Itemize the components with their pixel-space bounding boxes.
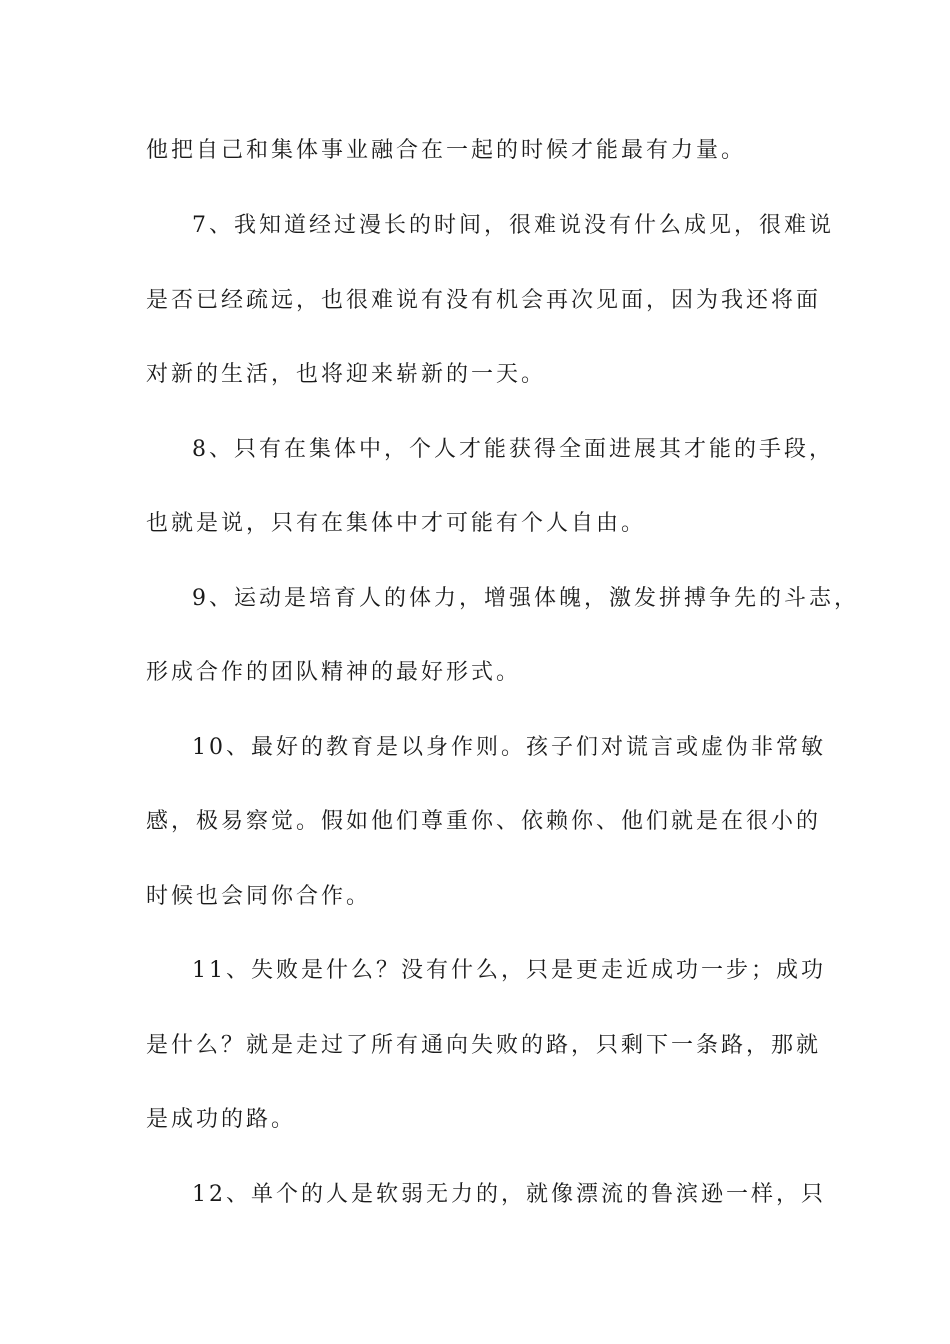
text-line: 11、失败是什么？没有什么，只是更走近成功一步；成功 — [192, 958, 826, 983]
text-line: 时候也会同你合作。 — [146, 884, 372, 909]
text-line: 形成合作的团队精神的最好形式。 — [146, 660, 522, 685]
text-line: 他把自己和集体事业融合在一起的时候才能最有力量。 — [146, 138, 747, 163]
text-line: 12、单个的人是软弱无力的，就像漂流的鲁滨逊一样，只 — [192, 1182, 826, 1207]
text-line: 是成功的路。 — [146, 1107, 297, 1132]
text-line: 是否已经疏远，也很难说有没有机会再次见面，因为我还将面 — [146, 288, 822, 313]
text-line: 对新的生活，也将迎来崭新的一天。 — [146, 362, 547, 387]
text-line: 9、运动是培育人的体力，增强体魄，激发拼搏争先的斗志， — [192, 586, 859, 611]
text-line: 7、我知道经过漫长的时间，很难说没有什么成见，很难说 — [192, 213, 834, 238]
text-line: 10、最好的教育是以身作则。孩子们对谎言或虚伪非常敏 — [192, 735, 826, 760]
text-line: 也就是说，只有在集体中才可能有个人自由。 — [146, 511, 647, 536]
text-line: 是什么？就是走过了所有通向失败的路，只剩下一条路，那就 — [146, 1033, 822, 1058]
text-line: 8、只有在集体中，个人才能获得全面进展其才能的手段， — [192, 437, 834, 462]
text-line: 感，极易察觉。假如他们尊重你、依赖你、他们就是在很小的 — [146, 809, 822, 834]
